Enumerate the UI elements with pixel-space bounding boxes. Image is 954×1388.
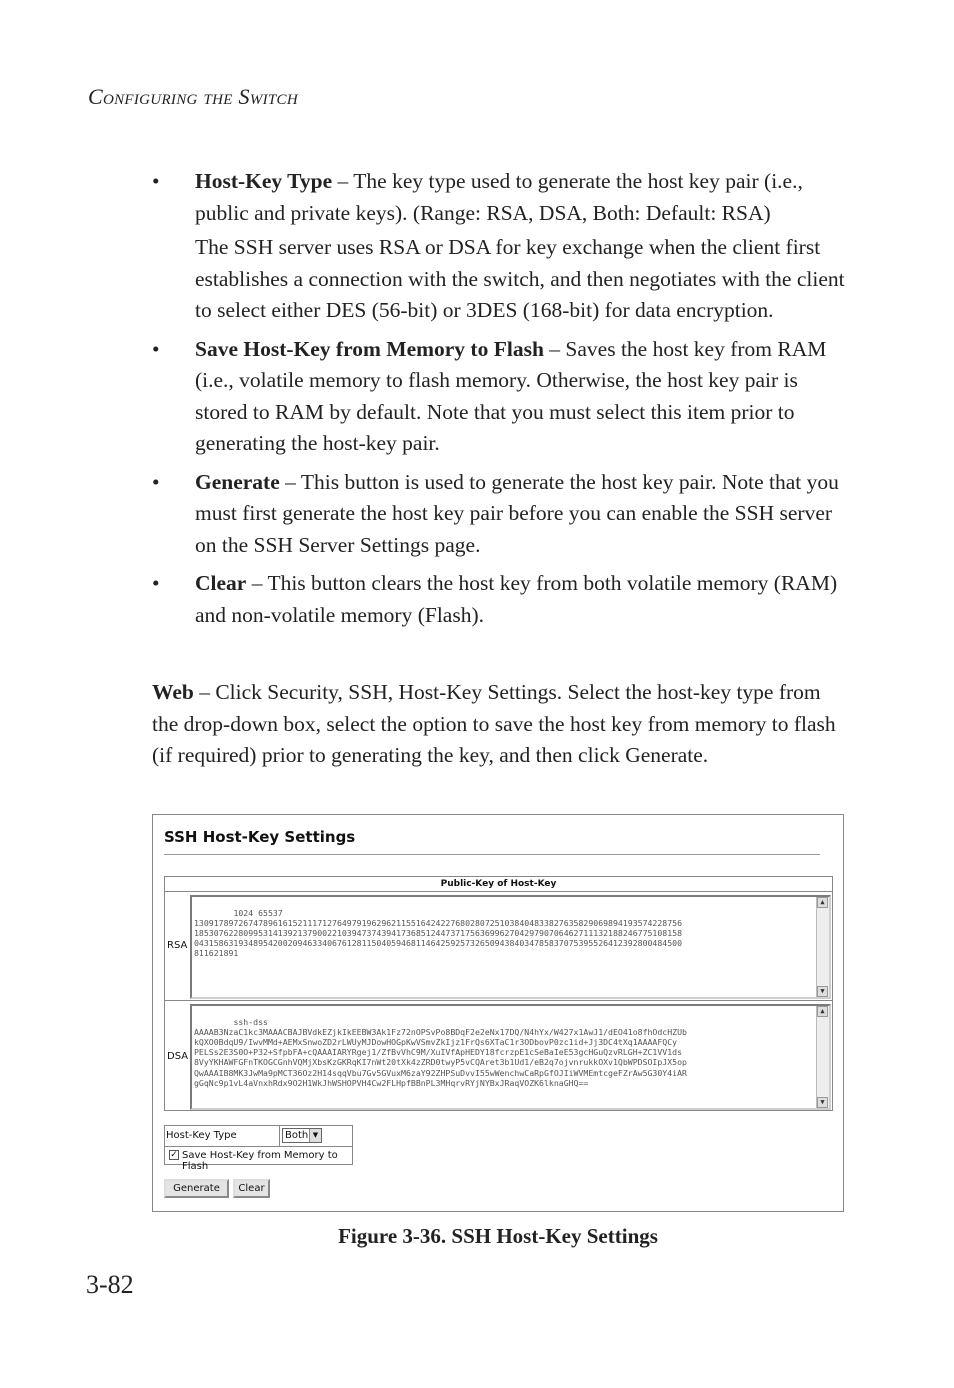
save-to-flash-label: Save Host-Key from Memory to Flash (182, 1150, 338, 1172)
dsa-scrollbar[interactable] (816, 1006, 829, 1108)
bullet-icon: • (152, 169, 160, 193)
list-item (152, 166, 852, 327)
rsa-key-textarea[interactable] (190, 895, 831, 999)
description: – The key type used to generate the host key pair (i.e., public and private keys). (Range: RSA, DSA, Both: Default: RSA) (195, 169, 803, 225)
list-item (152, 568, 852, 631)
bullet-icon: • (152, 469, 160, 494)
host-key-type-value: Both (285, 1130, 309, 1141)
web-instructions (152, 677, 842, 772)
term: Clear (195, 571, 247, 595)
scroll-up-icon[interactable]: ▲ (817, 1006, 828, 1017)
figure-caption: Figure 3-36. SSH Host-Key Settings (338, 1224, 658, 1248)
scroll-up-icon[interactable]: ▲ (817, 897, 828, 908)
rsa-key-text: 1024 65537 130917897267478961615211171276497919629621155164242276802807251038404833827635829069894193574228756 185307622809953141392137900221039473743941736851244737175636996270429790706462711132188246775108158 043158631934895420020946334067612811504059468114642592573265094384034785837075395526412392800484500 811621891 (194, 908, 682, 959)
table-header: Public-Key of Host-Key (165, 877, 832, 892)
web-term: Web (152, 680, 194, 704)
web-text: – Click Security, SSH, Host-Key Settings. Select the host-key type from the drop-down box, select the option to save the host key from memory to flash (if required) prior to generating the key, and then click Generate. (152, 680, 836, 767)
generate-button[interactable]: Generate (164, 1179, 229, 1198)
host-key-type-row (165, 1126, 352, 1147)
running-head-word-2: THE (203, 92, 233, 108)
chevron-down-icon[interactable]: ▼ (309, 1129, 321, 1142)
scroll-down-icon[interactable]: ▼ (817, 1097, 828, 1108)
list-item (152, 467, 852, 562)
bullet-icon: • (152, 571, 160, 595)
list-item (152, 334, 852, 460)
running-head-word-1: ONFIGURING (102, 92, 198, 108)
term: Host-Key Type (195, 169, 333, 193)
scroll-down-icon[interactable]: ▼ (817, 986, 828, 997)
dsa-key-text: ssh-dss AAAAB3NzaC1kc3MAAACBAJBVdkEZjkIkEEBW3Ak1Fz72nOPSvPo8BDqF2e2eNx17DQ/N4hYx/W427x1AwJ1/dEO41o8fhOdcHZUb kQXO0BdqU9/IwvMMd+AEMxSnwoZD2rLWUyMJDowHOGpKwVSmvZkIjz1FrQs6XTaC1r3ODbovP0zc1id+Jj3DC4tXq1AAAAFQCy PELSs2E3S0O+P32+SfpbFA+cQAAAIARYRgej1/ZfBvVhC9M/XuIVfApHEDY18fcrzpE1cSeBaIeE53gcHGuQzvRLGH+ZC1VV1ds 8VyYKHAWFGFnTKOGCGnhVQMjXbsKzGKRqKI7nWt20tXk4zZRD0twyP5vCQAret3b1Ud1/eB2q7ojvnrukkOXv1QbWPDSOIpJX5op QwAAAIB8MK3JwMa9pMCT36Oz2H14sqqVbu7Gv5GVuxM6zaY92ZHPSuDvvI55wWenchwCaRpGfOJIiWVMEmtcgeFZrAw5G30Y4iAR gGqNc9p1vL4aVnxhRdx9O2H1WkJhWSHOPVH4Cw2FLHpfBBnPL3MHqrvRYjNYBxJRaqVOZK6lknaGHQ== (194, 1017, 687, 1088)
running-head-initial-2: S (238, 84, 250, 109)
description-extra: The SSH server uses RSA or DSA for key exchange when the client first establishes a connection with the switch, and then negotiates with the client to select either DES (56-bit) or 3DES (168-bit) for data encryption. (195, 235, 845, 322)
term: Save Host-Key from Memory to Flash (195, 336, 544, 361)
host-key-type-select[interactable] (282, 1128, 322, 1143)
running-head-word-3: WITCH (249, 92, 298, 108)
bullet-icon: • (152, 336, 160, 361)
screen-title: SSH Host-Key Settings (164, 828, 356, 846)
description: – This button clears the host key from both volatile memory (RAM) and non-volatile memory (Flash). (195, 571, 838, 627)
title-divider (164, 854, 820, 855)
dsa-label: DSA (167, 1051, 189, 1062)
save-to-flash-checkbox[interactable]: ✓ (170, 1150, 178, 1160)
description: – Saves the host key from RAM (i.e., volatile memory to flash memory. Otherwise, the host key pair is stored to RAM by default. Note that you must select this item prior to generating the host-key pair. (195, 336, 827, 455)
parameter-list (152, 166, 852, 638)
host-key-type-label: Host-Key Type (166, 1130, 237, 1141)
page-number: 3-82 (86, 1270, 134, 1299)
rsa-row (165, 891, 832, 1000)
dsa-row (165, 1000, 832, 1111)
dsa-key-textarea[interactable] (190, 1004, 831, 1110)
running-head (88, 84, 298, 110)
description: – This button is used to generate the host key pair. Note that you must first generate the host key pair before you can enable the SSH server on the SSH Server Settings page. (195, 469, 839, 557)
rsa-label: RSA (167, 940, 188, 951)
save-to-flash-row (166, 1149, 352, 1172)
divider (279, 1126, 280, 1146)
public-key-table (164, 876, 833, 1111)
ssh-host-key-screenshot (152, 814, 844, 1212)
running-head-initial: C (88, 84, 103, 109)
term: Generate (195, 469, 280, 494)
host-key-options (164, 1125, 353, 1172)
rsa-scrollbar[interactable] (816, 897, 829, 997)
clear-button[interactable]: Clear (233, 1179, 270, 1198)
